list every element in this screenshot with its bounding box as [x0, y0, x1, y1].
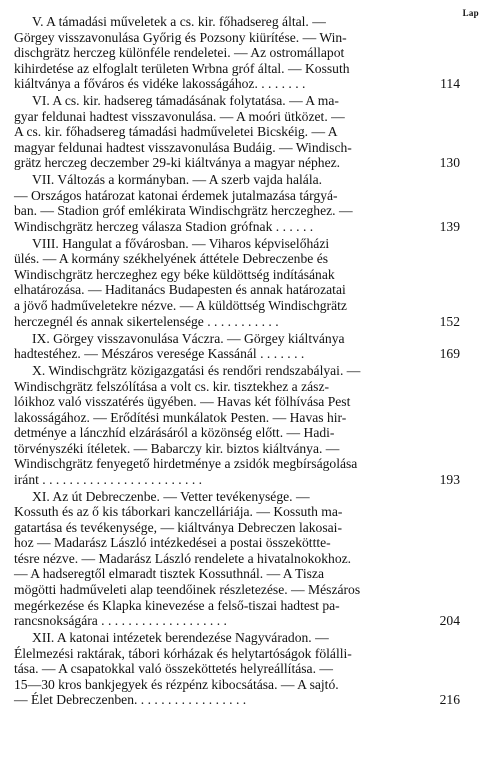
- toc-entry-line: Windischgrätz felszólítása a volt cs. kir. tisztekhez a zász-: [14, 378, 330, 394]
- toc-entry: [14, 93, 460, 171]
- toc-entry-line: ban. — Stadion gróf emlékirata Windischgrätz herczeghez. —: [14, 203, 353, 219]
- toc-entry-line: XI. Az út Debreczenbe. — Vetter tevékenysége. —: [32, 488, 310, 504]
- toc-entry-line: mögötti hadműveleti alap teendőinek részletezése. — Mészáros: [14, 582, 361, 598]
- toc-entry-line: rancsnokságára . . . . . . . . . . . . . . . . . . .: [14, 613, 227, 629]
- toc-entry-line: VI. A cs. kir. hadsereg támadásának folytatása. — A ma-: [32, 93, 339, 109]
- toc-entry: [14, 236, 460, 329]
- toc-entry-line: — Országos határozat katonai érdemek jutalmazása tárgyá-: [14, 187, 338, 203]
- toc-entry-page-number: 139: [439, 218, 460, 234]
- toc-entry-line: Görgey visszavonulása Győrig és Pozsony kiürítése. — Win-: [14, 29, 347, 45]
- toc-entry-line: Élelmezési raktárak, tábori kórházak és helytartóságok fölálli-: [14, 645, 352, 661]
- toc-entry-line: hoz — Madarász László intézkedései a postai összeköttte-: [14, 535, 331, 551]
- toc-entry-page-number: 204: [439, 613, 460, 629]
- toc-entry-line: iránt . . . . . . . . . . . . . . . . . . . . . . . .: [14, 471, 203, 487]
- toc-entry-line: magyar feldunai hadtest visszavonulása Budáig. — Windisch-: [14, 139, 352, 155]
- toc-entry-line: ülés. — A kormány székhelyének áttétele Debreczenbe és: [14, 251, 329, 267]
- page-column-label: Lap: [462, 8, 479, 18]
- toc-entry-line: hadtestéhez. — Mészáros veresége Kassánál . . . . . . .: [14, 346, 305, 362]
- toc-entry-line: detménye a lánczhíd elzárásáról a közönség előtt. — Hadi-: [14, 425, 335, 441]
- toc-entry: [14, 630, 460, 708]
- toc-entry: [14, 172, 460, 234]
- toc-entry: [14, 489, 460, 629]
- toc-entry-line: tása. — A csapatokkal való összeköttetés helyreállítása. —: [14, 661, 333, 677]
- toc-entry-line: herczegnél és annak sikertelensége . . . . . . . . . . .: [14, 313, 279, 329]
- toc-entry-line: A cs. kir. főhadsereg támadási hadműveletei Bicskéig. — A: [14, 124, 338, 140]
- toc-entry-line: lakosságához. — Erődítési munkálatok Pesten. — Havas hir-: [14, 409, 347, 425]
- table-of-contents: [14, 14, 460, 709]
- toc-entry-line: grätz herczeg deczember 29-ki kiáltványa a magyar néphez.: [14, 155, 341, 171]
- toc-entry-line: Windischgrätz fenyegető hirdetménye a zsidók megbírságolása: [14, 456, 358, 472]
- toc-entry-line: kiáltványa a főváros és vidéke lakosságához. . . . . . . .: [14, 76, 306, 92]
- toc-entry-line: Kossuth és az ő kis táborkari kanczelláriája. — Kossuth ma-: [14, 504, 343, 520]
- toc-entry-line: tésre nézve. — Madarász László rendelete a hivatalnokokhoz.: [14, 550, 352, 566]
- toc-entry-line: dischgrätz herczeg különféle rendeletei. — Az ostromállapot: [14, 45, 345, 61]
- toc-entry-page-number: 130: [439, 155, 460, 171]
- toc-entry-line: VII. Változás a kormányban. — A szerb vajda halála.: [32, 172, 323, 188]
- toc-entry-line: — A hadseregtől elmaradt tisztek Kossuthnál. — A Tisza: [14, 566, 324, 582]
- toc-entry-line: törvényszéki ítéletek. — Babarczy kir. biztos kiáltványa. —: [14, 440, 340, 456]
- toc-entry-page-number: 216: [439, 692, 460, 708]
- toc-entry-line: — Élet Debreczenben. . . . . . . . . . . . . . . . .: [14, 692, 247, 708]
- toc-entry-page-number: 169: [439, 346, 460, 362]
- toc-entry-line: lóikhoz való visszatérés ügyében. — Havas két fölhívása Pest: [14, 394, 351, 410]
- toc-entry: [14, 331, 460, 362]
- toc-entry: [14, 14, 460, 92]
- toc-entry-line: Windischgrätz herczeghez egy béke küldöttség indításának: [14, 266, 335, 282]
- toc-entry-page-number: 114: [440, 76, 460, 92]
- toc-entry-line: 15—30 kros bankjegyek és rézpénz kibocsátása. — A sajtó.: [14, 676, 339, 692]
- toc-entry-page-number: 152: [439, 313, 460, 329]
- toc-entry: [14, 363, 460, 487]
- toc-entry-line: V. A támadási műveletek a cs. kir. főhadsereg által. —: [32, 14, 326, 29]
- toc-entry-line: X. Windischgrätz közigazgatási és rendőri rendszabályai. —: [32, 362, 361, 378]
- toc-entry-line: VIII. Hangulat a fővárosban. — Viharos képviselőházi: [32, 235, 330, 251]
- toc-entry-line: gyar feldunai hadtest visszavonulása. — A moóri ütközet. —: [14, 108, 345, 124]
- toc-entry-page-number: 193: [439, 471, 460, 487]
- toc-entry-line: Windischgrätz herczeg válasza Stadion grófnak . . . . . .: [14, 218, 314, 234]
- toc-entry-line: kihirdetése az elfoglalt területen Wrbna gróf által. — Kossuth: [14, 60, 350, 76]
- toc-entry-line: elhatározása. — Haditanács Budapesten és annak határozatai: [14, 282, 346, 298]
- toc-entry-line: XII. A katonai intézetek berendezése Nagyváradon. —: [32, 630, 329, 646]
- toc-entry-line: a jövő hadműveletekre nézve. — A küldöttség Windischgrätz: [14, 298, 347, 314]
- toc-entry-line: gatartása és tevékenysége, — kiáltványa Debreczen lakosai-: [14, 519, 342, 535]
- toc-entry-line: megérkezése és Klapka kinevezése a felső-tiszai hadtest pa-: [14, 597, 340, 613]
- toc-entry-line: IX. Görgey visszavonulása Váczra. — Görgey kiáltványa: [32, 330, 345, 346]
